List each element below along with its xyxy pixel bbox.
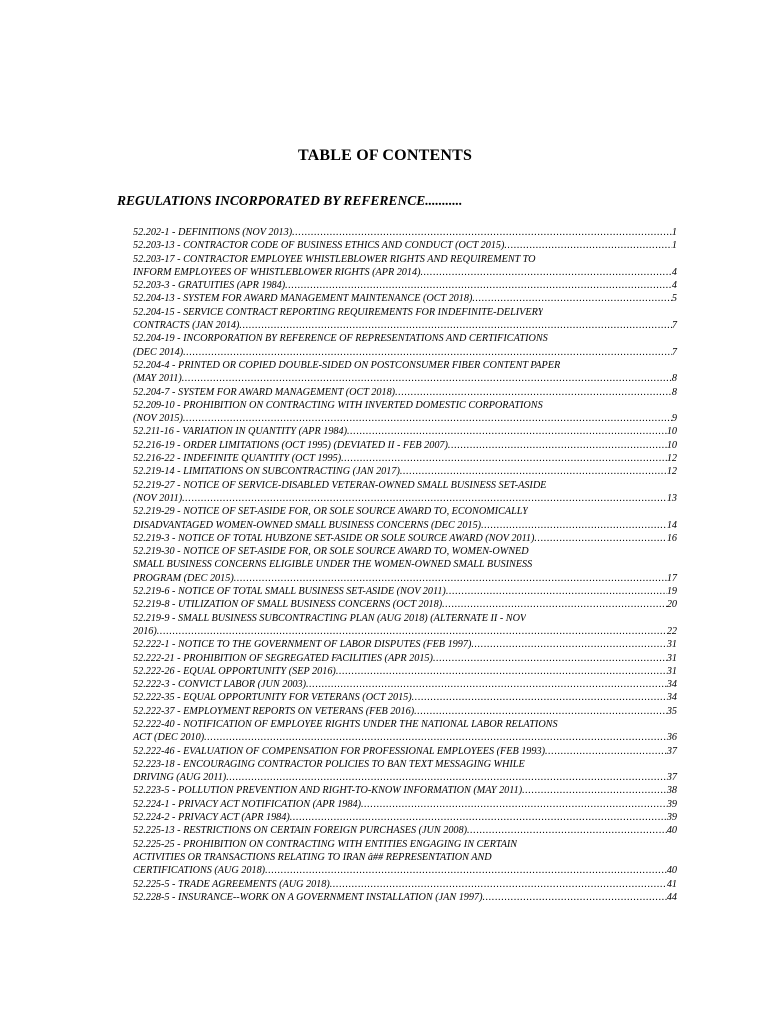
toc-entry-text: DISADVANTAGED WOMEN-OWNED SMALL BUSINESS CONCERNS (DEC 2015) bbox=[133, 519, 482, 531]
dot-leader bbox=[414, 705, 667, 718]
toc-entry[interactable] bbox=[133, 718, 677, 745]
toc-entry-page-number: 41 bbox=[666, 878, 677, 890]
dot-leader bbox=[545, 745, 667, 758]
toc-entry-page-number: 34 bbox=[666, 692, 677, 704]
toc-entry-last-line bbox=[133, 439, 677, 452]
toc-entry[interactable] bbox=[133, 878, 677, 891]
toc-entry-last-line bbox=[133, 652, 677, 665]
toc-entry-text: 52.223-18 - ENCOURAGING CONTRACTOR POLICIES TO BAN TEXT MESSAGING WHILE bbox=[133, 758, 525, 770]
toc-entry[interactable] bbox=[133, 745, 677, 758]
toc-entry[interactable] bbox=[133, 784, 677, 797]
toc-entry-last-line bbox=[133, 412, 677, 425]
toc-entry-page-number: 31 bbox=[666, 652, 677, 664]
toc-entry-text: 52.222-26 - EQUAL OPPORTUNITY (SEP 2016) bbox=[133, 665, 336, 677]
toc-entry-page-number: 40 bbox=[666, 825, 677, 837]
dot-leader bbox=[234, 572, 667, 585]
toc-entry-line bbox=[133, 838, 677, 851]
toc-entry-text: 52.219-30 - NOTICE OF SET-ASIDE FOR, OR SOLE SOURCE AWARD TO, WOMEN-OWNED bbox=[133, 546, 529, 558]
toc-entry-text: 52.204-7 - SYSTEM FOR AWARD MANAGEMENT (OCT 2018) bbox=[133, 386, 396, 398]
dot-leader bbox=[361, 798, 667, 811]
toc-entry-text: CERTIFICATIONS (AUG 2018) bbox=[133, 865, 266, 877]
dot-leader bbox=[534, 532, 666, 545]
toc-entry[interactable] bbox=[133, 612, 677, 639]
toc-entry-text: 52.211-16 - VARIATION IN QUANTITY (APR 1984) bbox=[133, 426, 348, 438]
toc-entry-page-number: 40 bbox=[666, 865, 677, 877]
toc-entry-text: 52.204-15 - SERVICE CONTRACT REPORTING REQUIREMENTS FOR INDEFINITE-DELIVERY bbox=[133, 306, 544, 318]
toc-entry-last-line bbox=[133, 691, 677, 704]
toc-entry-page-number: 36 bbox=[666, 732, 677, 744]
toc-entry[interactable] bbox=[133, 306, 677, 333]
dot-leader bbox=[442, 598, 667, 611]
dot-leader bbox=[157, 625, 667, 638]
toc-entry-page-number: 8 bbox=[671, 386, 677, 398]
table-of-contents bbox=[133, 226, 677, 904]
toc-entry[interactable] bbox=[133, 838, 677, 878]
toc-entry-line bbox=[133, 612, 677, 625]
toc-entry[interactable] bbox=[133, 425, 677, 438]
page-title: TABLE OF CONTENTS bbox=[297, 147, 473, 164]
toc-entry-text: 52.219-3 - NOTICE OF TOTAL HUBZONE SET-ASIDE OR SOLE SOURCE AWARD (NOV 2011) bbox=[133, 532, 535, 544]
toc-entry-page-number: 37 bbox=[666, 772, 677, 784]
toc-entry-last-line bbox=[133, 678, 677, 691]
toc-entry-page-number: 38 bbox=[666, 785, 677, 797]
toc-entry-line bbox=[133, 851, 677, 864]
toc-entry-text: 52.222-37 - EMPLOYMENT REPORTS ON VETERANS (FEB 2016) bbox=[133, 705, 415, 717]
toc-entry-text: SMALL BUSINESS CONCERNS ELIGIBLE UNDER THE WOMEN-OWNED SMALL BUSINESS bbox=[133, 559, 533, 571]
toc-entry[interactable] bbox=[133, 332, 677, 359]
toc-entry-page-number: 31 bbox=[666, 639, 677, 651]
toc-entry[interactable] bbox=[133, 386, 677, 399]
toc-entry-last-line bbox=[133, 638, 677, 651]
toc-entry-page-number: 35 bbox=[666, 705, 677, 717]
toc-entry-text: 52.216-19 - ORDER LIMITATIONS (OCT 1995) (DEVIATED II - FEB 2007) bbox=[133, 439, 448, 451]
toc-entry-last-line bbox=[133, 346, 677, 359]
toc-entry-text: 52.224-2 - PRIVACY ACT (APR 1984) bbox=[133, 812, 290, 824]
dot-leader bbox=[471, 638, 666, 651]
toc-entry-last-line bbox=[133, 519, 677, 532]
toc-entry-last-line bbox=[133, 425, 677, 438]
toc-entry-line bbox=[133, 558, 677, 571]
toc-entry-line bbox=[133, 505, 677, 518]
toc-entry-page-number: 20 bbox=[666, 599, 677, 611]
toc-entry-text: 52.204-4 - PRINTED OR COPIED DOUBLE-SIDED ON POSTCONSUMER FIBER CONTENT PAPER bbox=[133, 359, 561, 371]
toc-entry-text: INFORM EMPLOYEES OF WHISTLEBLOWER RIGHTS (APR 2014) bbox=[133, 266, 421, 278]
toc-entry-last-line bbox=[133, 745, 677, 758]
toc-entry-text: ACT (DEC 2010) bbox=[133, 732, 205, 744]
dot-leader bbox=[265, 864, 667, 877]
toc-entry-text: ACTIVITIES OR TRANSACTIONS RELATING TO IRAN â## REPRESENTATION AND bbox=[133, 851, 492, 863]
toc-entry-last-line bbox=[133, 532, 677, 545]
toc-entry[interactable] bbox=[133, 758, 677, 785]
toc-entry[interactable] bbox=[133, 452, 677, 465]
toc-entry-page-number: 7 bbox=[671, 320, 677, 332]
toc-entry[interactable] bbox=[133, 678, 677, 691]
toc-entry[interactable] bbox=[133, 465, 677, 478]
toc-entry[interactable] bbox=[133, 479, 677, 506]
dot-leader bbox=[347, 425, 667, 438]
toc-entry-text: 52.228-5 - INSURANCE--WORK ON A GOVERNMENT INSTALLATION (JAN 1997) bbox=[133, 891, 483, 903]
toc-entry-last-line bbox=[133, 319, 677, 332]
toc-entry-line bbox=[133, 332, 677, 345]
dot-leader bbox=[467, 824, 667, 837]
toc-entry-last-line bbox=[133, 771, 677, 784]
toc-entry-text: 52.222-40 - NOTIFICATION OF EMPLOYEE RIGHTS UNDER THE NATIONAL LABOR RELATIONS bbox=[133, 718, 558, 730]
toc-entry-page-number: 13 bbox=[666, 492, 677, 504]
toc-entry-text: 52.203-3 - GRATUITIES (APR 1984) bbox=[133, 280, 286, 292]
dot-leader bbox=[306, 678, 667, 691]
toc-entry[interactable] bbox=[133, 239, 677, 252]
toc-entry-last-line bbox=[133, 266, 677, 279]
toc-entry-text: 52.222-21 - PROHIBITION OF SEGREGATED FACILITIES (APR 2015) bbox=[133, 652, 433, 664]
dot-leader bbox=[182, 372, 672, 385]
toc-entry-last-line bbox=[133, 585, 677, 598]
toc-entry-text: 52.209-10 - PROHIBITION ON CONTRACTING WITH INVERTED DOMESTIC CORPORATIONS bbox=[133, 399, 543, 411]
toc-entry-line bbox=[133, 399, 677, 412]
dot-leader bbox=[420, 266, 671, 279]
toc-entry-page-number: 39 bbox=[666, 798, 677, 810]
toc-entry-text: (NOV 2015) bbox=[133, 413, 183, 425]
dot-leader bbox=[285, 279, 672, 292]
toc-entry[interactable] bbox=[133, 279, 677, 292]
toc-entry-last-line bbox=[133, 292, 677, 305]
dot-leader bbox=[204, 731, 667, 744]
toc-entry[interactable] bbox=[133, 532, 677, 545]
toc-entry-text: 52.203-17 - CONTRACTOR EMPLOYEE WHISTLEBLOWER RIGHTS AND REQUIREMENT TO bbox=[133, 253, 536, 265]
dot-leader bbox=[433, 652, 667, 665]
toc-entry-text: 52.219-9 - SMALL BUSINESS SUBCONTRACTING PLAN (AUG 2018) (ALTERNATE II - NOV bbox=[133, 612, 527, 624]
toc-entry-text: CONTRACTS (JAN 2014) bbox=[133, 320, 240, 332]
dot-leader bbox=[290, 811, 667, 824]
toc-entry-text: 52.223-5 - POLLUTION PREVENTION AND RIGHT-TO-KNOW INFORMATION (MAY 2011) bbox=[133, 785, 523, 797]
dot-leader bbox=[239, 319, 671, 332]
toc-entry[interactable] bbox=[133, 652, 677, 665]
toc-entry-text: 52.222-35 - EQUAL OPPORTUNITY FOR VETERANS (OCT 2015) bbox=[133, 692, 412, 704]
toc-entry[interactable] bbox=[133, 811, 677, 824]
toc-entry-page-number: 39 bbox=[666, 812, 677, 824]
toc-entry[interactable] bbox=[133, 359, 677, 386]
toc-entry[interactable] bbox=[133, 638, 677, 651]
dot-leader bbox=[448, 439, 667, 452]
dot-leader bbox=[341, 452, 667, 465]
toc-entry-page-number: 37 bbox=[666, 745, 677, 757]
toc-entry-text: 52.224-1 - PRIVACY ACT NOTIFICATION (APR 1984) bbox=[133, 798, 361, 810]
toc-entry-page-number: 16 bbox=[666, 532, 677, 544]
toc-entry-text: (NOV 2011) bbox=[133, 492, 183, 504]
dot-leader bbox=[395, 386, 672, 399]
toc-entry-text: 52.219-14 - LIMITATIONS ON SUBCONTRACTING (JAN 2017) bbox=[133, 466, 400, 478]
toc-entry-page-number: 44 bbox=[666, 891, 677, 903]
toc-entry-last-line bbox=[133, 824, 677, 837]
toc-entry[interactable] bbox=[133, 691, 677, 704]
toc-entry[interactable] bbox=[133, 226, 677, 239]
toc-entry-page-number: 14 bbox=[666, 519, 677, 531]
toc-entry-last-line bbox=[133, 452, 677, 465]
toc-entry-line bbox=[133, 545, 677, 558]
toc-entry-page-number: 1 bbox=[671, 240, 677, 252]
toc-entry-last-line bbox=[133, 226, 677, 239]
toc-entry-last-line bbox=[133, 705, 677, 718]
toc-entry-last-line bbox=[133, 279, 677, 292]
toc-entry-page-number: 8 bbox=[671, 373, 677, 385]
toc-entry-text: (DEC 2014) bbox=[133, 346, 184, 358]
toc-entry-line bbox=[133, 758, 677, 771]
toc-entry-text: 52.219-6 - NOTICE OF TOTAL SMALL BUSINESS SET-ASIDE (NOV 2011) bbox=[133, 586, 446, 598]
toc-entry-text: DRIVING (AUG 2011) bbox=[133, 772, 227, 784]
toc-entry-page-number: 10 bbox=[666, 439, 677, 451]
toc-entry[interactable] bbox=[133, 824, 677, 837]
toc-entry-last-line bbox=[133, 492, 677, 505]
toc-entry-last-line bbox=[133, 798, 677, 811]
dot-leader bbox=[504, 239, 672, 252]
dot-leader bbox=[226, 771, 667, 784]
toc-entry-text: 52.222-46 - EVALUATION OF COMPENSATION FOR PROFESSIONAL EMPLOYEES (FEB 1993) bbox=[133, 745, 545, 757]
toc-entry-last-line bbox=[133, 891, 677, 904]
toc-entry-line bbox=[133, 253, 677, 266]
dot-leader bbox=[481, 519, 667, 532]
toc-entry-line bbox=[133, 359, 677, 372]
toc-entry-text: (MAY 2011) bbox=[133, 373, 182, 385]
toc-entry[interactable] bbox=[133, 292, 677, 305]
toc-entry-last-line bbox=[133, 784, 677, 797]
toc-entry-last-line bbox=[133, 465, 677, 478]
toc-entry[interactable] bbox=[133, 891, 677, 904]
dot-leader bbox=[472, 292, 672, 305]
dot-leader bbox=[183, 412, 672, 425]
toc-entry-last-line bbox=[133, 239, 677, 252]
toc-entry-line bbox=[133, 718, 677, 731]
toc-entry-page-number: 22 bbox=[666, 625, 677, 637]
toc-entry-last-line bbox=[133, 625, 677, 638]
toc-entry-text: 52.204-13 - SYSTEM FOR AWARD MANAGEMENT MAINTENANCE (OCT 2018) bbox=[133, 293, 473, 305]
dot-leader bbox=[292, 226, 672, 239]
toc-entry-page-number: 7 bbox=[671, 346, 677, 358]
toc-entry-text: 52.225-25 - PROHIBITION ON CONTRACTING WITH ENTITIES ENGAGING IN CERTAIN bbox=[133, 838, 518, 850]
toc-entry-page-number: 19 bbox=[666, 586, 677, 598]
toc-entry[interactable] bbox=[133, 705, 677, 718]
toc-entry-last-line bbox=[133, 665, 677, 678]
dot-leader bbox=[400, 465, 667, 478]
toc-entry-page-number: 9 bbox=[671, 413, 677, 425]
toc-entry-text: 52.219-27 - NOTICE OF SERVICE-DISABLED VETERAN-OWNED SMALL BUSINESS SET-ASIDE bbox=[133, 479, 547, 491]
dot-leader bbox=[522, 784, 667, 797]
toc-entry-page-number: 10 bbox=[666, 426, 677, 438]
toc-entry-last-line bbox=[133, 878, 677, 891]
dot-leader bbox=[183, 346, 672, 359]
toc-entry-text: 52.222-1 - NOTICE TO THE GOVERNMENT OF LABOR DISPUTES (FEB 1997) bbox=[133, 639, 472, 651]
toc-entry-last-line bbox=[133, 598, 677, 611]
toc-entry-last-line bbox=[133, 731, 677, 744]
toc-entry[interactable] bbox=[133, 798, 677, 811]
toc-entry-text: 52.222-3 - CONVICT LABOR (JUN 2003) bbox=[133, 679, 306, 691]
toc-entry-last-line bbox=[133, 572, 677, 585]
toc-entry-text: 52.203-13 - CONTRACTOR CODE OF BUSINESS ETHICS AND CONDUCT (OCT 2015) bbox=[133, 240, 505, 252]
toc-entry-text: 52.225-13 - RESTRICTIONS ON CERTAIN FOREIGN PURCHASES (JUN 2008) bbox=[133, 825, 467, 837]
toc-entry-page-number: 12 bbox=[666, 466, 677, 478]
toc-entry-text: 52.202-1 - DEFINITIONS (NOV 2013) bbox=[133, 227, 293, 238]
toc-entry-last-line bbox=[133, 386, 677, 399]
toc-entry-page-number: 12 bbox=[666, 453, 677, 465]
toc-entry-last-line bbox=[133, 864, 677, 877]
toc-entry[interactable] bbox=[133, 665, 677, 678]
dot-leader bbox=[412, 691, 667, 704]
toc-entry-line bbox=[133, 479, 677, 492]
toc-entry-text: 52.219-29 - NOTICE OF SET-ASIDE FOR, OR SOLE SOURCE AWARD TO, ECONOMICALLY bbox=[133, 506, 528, 518]
toc-entry-page-number: 1 bbox=[671, 227, 677, 238]
toc-entry[interactable] bbox=[133, 598, 677, 611]
toc-entry-text: PROGRAM (DEC 2015) bbox=[133, 572, 234, 584]
toc-entry[interactable] bbox=[133, 439, 677, 452]
toc-entry-line bbox=[133, 306, 677, 319]
toc-entry-page-number: 31 bbox=[666, 665, 677, 677]
toc-entry-page-number: 17 bbox=[666, 572, 677, 584]
dot-leader bbox=[446, 585, 667, 598]
toc-entry-page-number: 4 bbox=[671, 280, 677, 292]
toc-entry-text: 52.219-8 - UTILIZATION OF SMALL BUSINESS CONCERNS (OCT 2018) bbox=[133, 599, 443, 611]
toc-entry-page-number: 4 bbox=[671, 266, 677, 278]
toc-entry[interactable] bbox=[133, 505, 677, 532]
toc-entry[interactable] bbox=[133, 545, 677, 585]
toc-entry-text: 2016) bbox=[133, 625, 157, 637]
toc-entry-last-line bbox=[133, 372, 677, 385]
toc-entry-text: 52.204-19 - INCORPORATION BY REFERENCE OF REPRESENTATIONS AND CERTIFICATIONS bbox=[133, 333, 548, 345]
toc-entry[interactable] bbox=[133, 253, 677, 280]
dot-leader bbox=[182, 492, 667, 505]
dot-leader bbox=[330, 878, 667, 891]
dot-leader bbox=[336, 665, 667, 678]
toc-entry-page-number: 34 bbox=[666, 679, 677, 691]
toc-entry[interactable] bbox=[133, 585, 677, 598]
section-heading[interactable]: REGULATIONS INCORPORATED BY REFERENCE........... bbox=[117, 193, 463, 208]
toc-entry-page-number: 5 bbox=[671, 293, 677, 305]
toc-entry-text: 52.216-22 - INDEFINITE QUANTITY (OCT 1995) bbox=[133, 453, 342, 465]
toc-entry-last-line bbox=[133, 811, 677, 824]
toc-entry-text: 52.225-5 - TRADE AGREEMENTS (AUG 2018) bbox=[133, 878, 330, 890]
dot-leader bbox=[482, 891, 666, 904]
toc-entry[interactable] bbox=[133, 399, 677, 426]
